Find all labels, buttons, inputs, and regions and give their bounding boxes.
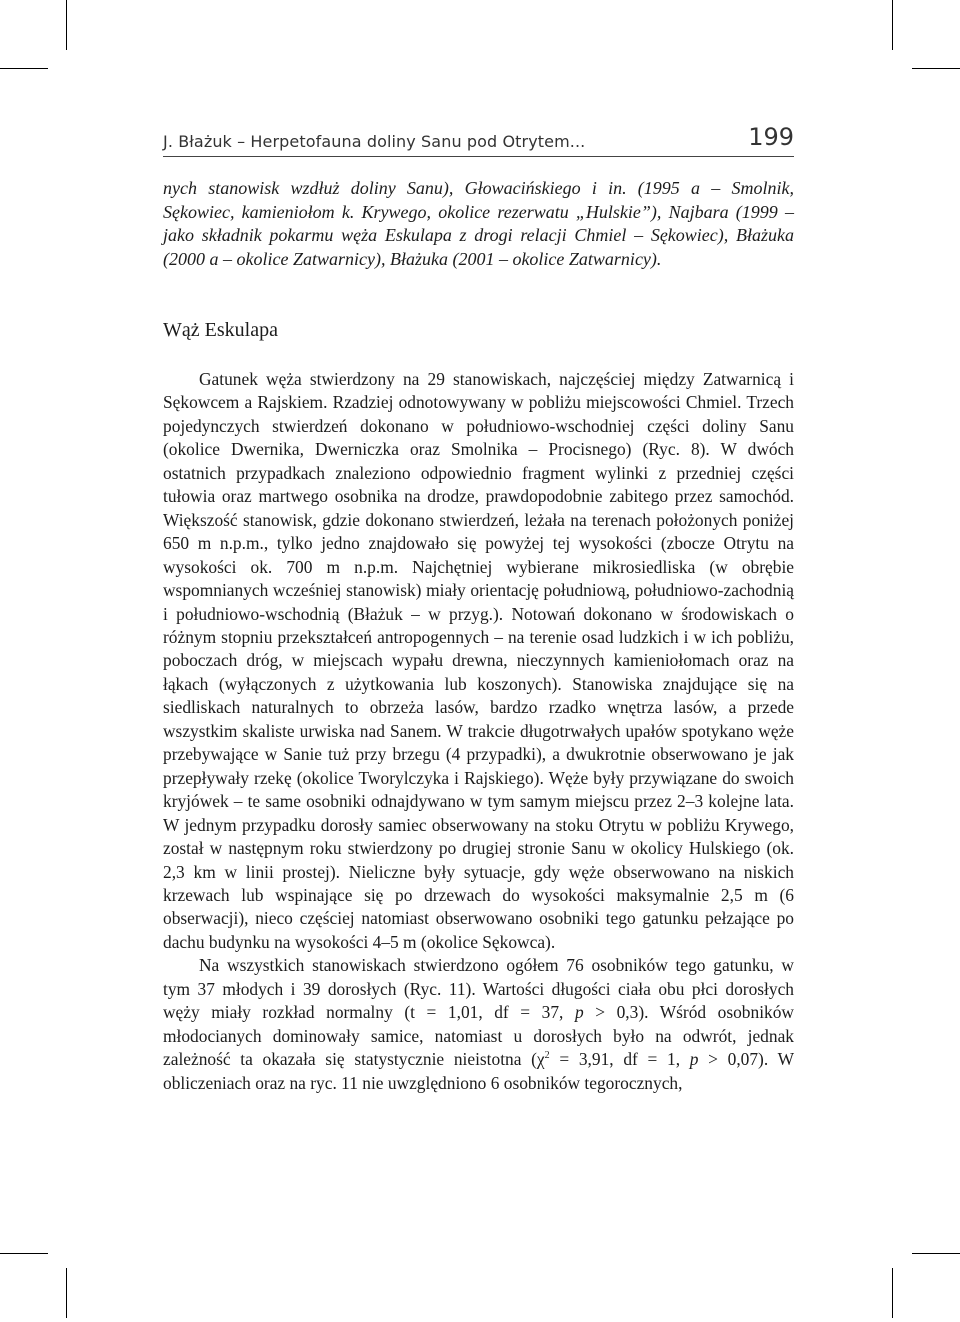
superscript: 2 <box>544 1050 550 1062</box>
body-paragraph-1: Gatunek węża stwierdzony na 29 stanowiskach, najczęściej między Zatwarnicą i Sękowcem a Rajskiem. Rzadziej odnotowywany w pobliżu miejscowości Chmiel. Trzech pojedynczych stwierdzeń dokonano w południowo-wschodniej części doliny Sanu (okolice Dwernika, Dwerniczka oraz Smolnika – Procisnego) (Ryc. 8). W dwóch ostatnich przypadkach znaleziono odpowiednio fragment wylinki z przedniej części tułowia oraz martwego osobnika na drodze, prawdopodobnie zabitego przez samochód. Większość stanowisk, gdzie dokonano stwierdzeń, leżała na terenach położonych poniżej 650 m n.p.m., tylko jedno znajdowało się powyżej tej wysokości (zbocze Otrytu na wysokości ok. 700 m n.p.m. Najchętniej wybierane mikrosiedliska (w obrębie wspomnianych wcześniej stanowisk) miały orientację południową, południowo-zachodnią i południowo-wschodnią (Błażuk – w przyg.). Notowań dokonano w środowiskach o różnym stopniu przekształceń antropogennych – na terenie osad ludzkich i w ich pobliżu, poboczach dróg, w miejscach wypału drewna, nieczynnych kamieniołomach oraz na łąkach (wyłączonych z użytkowania lub koszonych). Stanowiska znajdujące się na siedliskach naturalnych to obrzeża lasów, bardzo rzadko wnętrza lasów, a przede wszystkim skaliste urwiska nad Sanem. W trakcie długotrwałych upałów spotykano węże przebywające w Sanie tuż przy brzegu (4 przypadki), a dwukrotnie obserwowano je jak przepływały rzekę (okolice Tworylczyka i Rajskiego). Węże były przywiązane do swoich kryjówek – te same osobniki odnajdywano w tym samym miejscu przez 2–3 kolejne lata. W jednym przypadku dorosły samiec obserwowany na stoku Otrytu w pobliżu Krywego, został w następnym roku stwierdzony po drugiej stronie Sanu w okolicy Hulskiego (ok. 2,3 km w linii prostej). Nieliczne były sytuacje, gdy węże obserwowano na niskich krzewach lub wspinające się po drzewach do wysokości maksymalnie 2,5 m (6 obserwacji), nieco częściej natomiast obserwowano osobniki tego gatunku pełzające po dachu budynku na wysokości 4–5 m (okolice Sękowca). <box>163 369 794 952</box>
running-head <box>163 122 794 157</box>
crop-mark <box>912 1253 960 1254</box>
crop-mark <box>892 1268 893 1318</box>
intro-paragraph: nych stanowisk wzdłuż doliny Sanu), Głowacińskiego i in. (1995 a – Smolnik, Sękowiec, kamieniołom k. Krywego, okolice rezerwatu „Hulskie”), Najbara (1999 – jako składnik pokarmu węża Eskulapa z drogi relacji Chmiel – Sękowiec), Błażuka (2000 a – okolice Zatwarnicy), Błażuka (2001 – okolice Zatwarnicy). <box>163 178 794 269</box>
section-body <box>163 368 794 1095</box>
body-text-part: > 0,07). W obliczeniach oraz na ryc. 11 nie uwzględniono 6 osobników tegorocznych, <box>163 1049 794 1093</box>
body-paragraph-2 <box>163 954 794 1095</box>
body-text-part: > 0,3). Wśród osobników młodocianych dominowały samice, natomiast u dorosłych było na odwrót, jednak zależność ta okazała się statystycznie nieistotna (χ <box>163 1002 794 1070</box>
body-text-part: Na wszystkich stanowiskach stwierdzono ogółem 76 osobników tego gatunku, w tym 37 młodych i 39 dorosłych (Ryc. 11). Wartości długości ciała obu płci dorosłych węży miały rozkład normalny (t = 1,01, df = 37, <box>163 955 794 1023</box>
running-title: J. Błażuk – Herpetofauna doliny Sanu pod Otrytem... <box>163 132 586 151</box>
crop-mark <box>912 68 960 69</box>
crop-mark <box>0 68 48 69</box>
crop-mark <box>66 0 67 50</box>
body-text-part: = 3,91, df = 1, <box>549 1049 690 1070</box>
crop-mark <box>892 0 893 50</box>
p-symbol: p <box>689 1049 699 1070</box>
crop-mark <box>0 1253 48 1254</box>
p-symbol: p <box>574 1002 584 1023</box>
page-number: 199 <box>748 123 794 151</box>
section-heading: Wąż Eskulapa <box>163 319 278 341</box>
crop-mark <box>66 1268 67 1318</box>
